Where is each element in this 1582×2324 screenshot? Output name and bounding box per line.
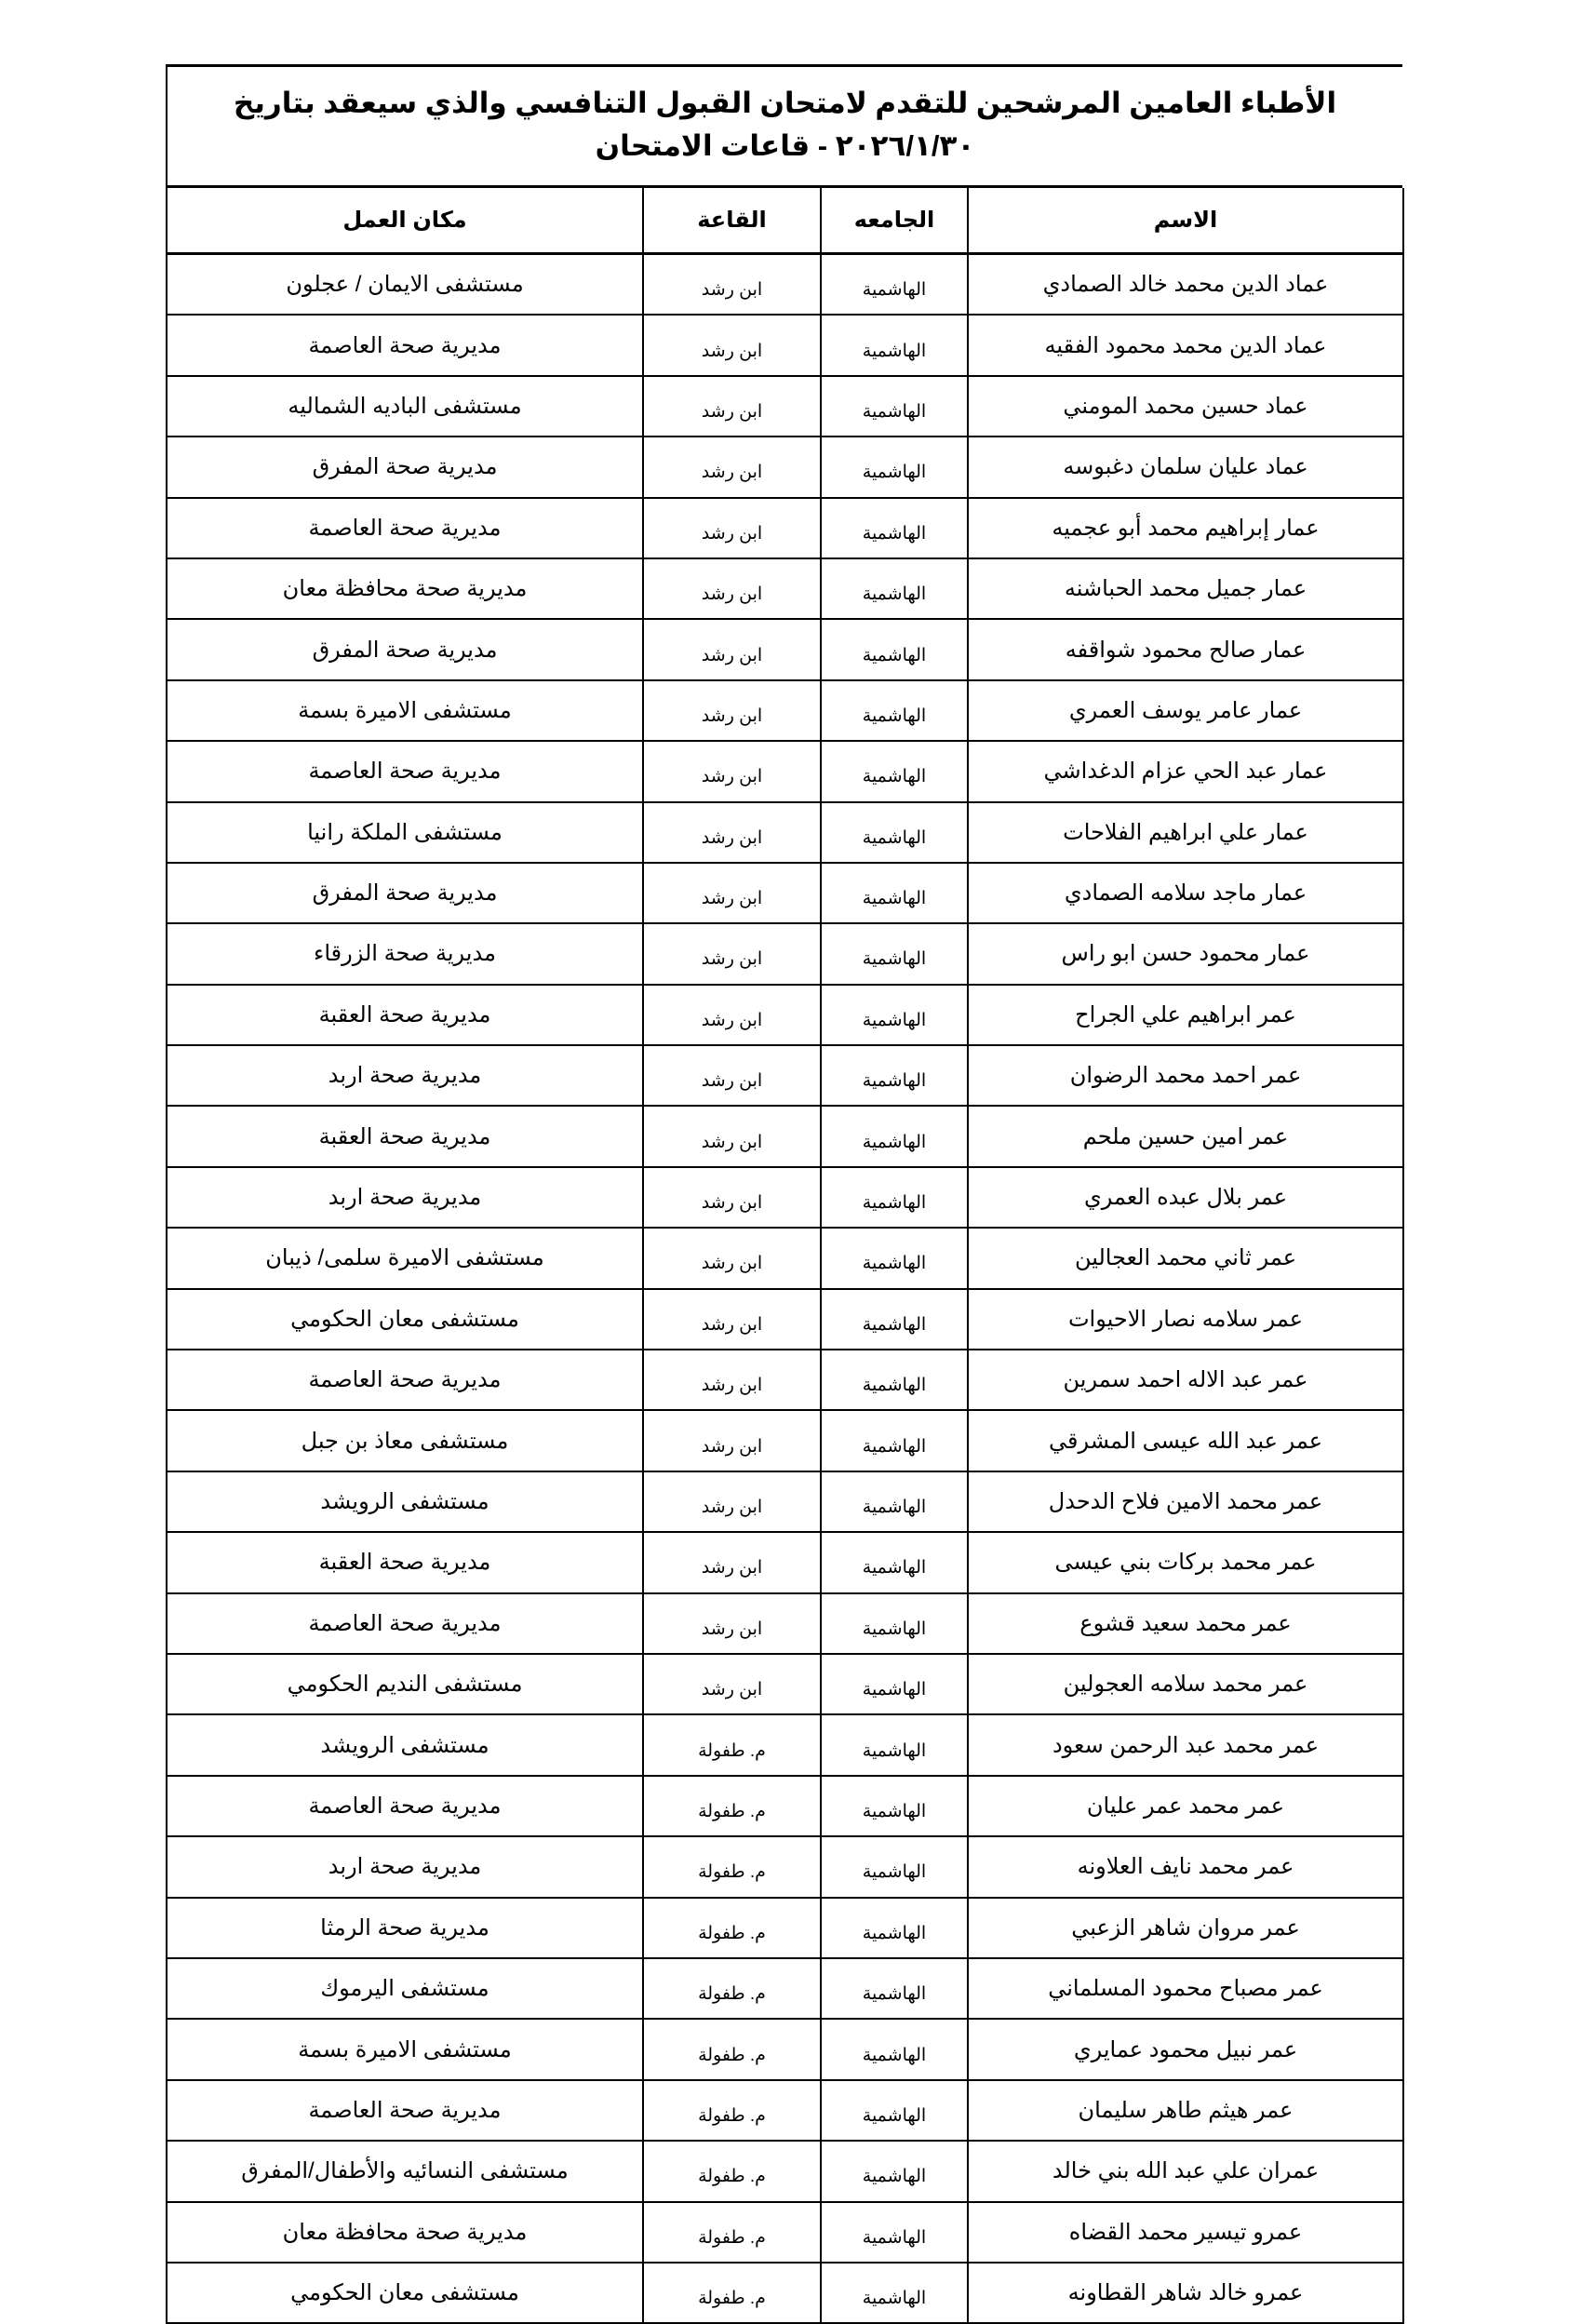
candidate-name: عماد حسين محمد المومني xyxy=(968,376,1403,437)
workplace-cell: مديرية صحة اربد xyxy=(167,1045,643,1106)
candidate-name: عمر سلامه نصار الاحيوات xyxy=(968,1289,1403,1350)
university-cell: الهاشمية xyxy=(821,1593,968,1654)
hall-cell: م. طفولة xyxy=(643,1714,821,1775)
candidate-name: عمار ماجد سلامه الصمادي xyxy=(968,863,1403,923)
workplace-cell: مديرية صحة العاصمة xyxy=(167,741,643,801)
university-cell: الهاشمية xyxy=(821,985,968,1045)
university-cell: الهاشمية xyxy=(821,1776,968,1836)
hall-cell: ابن رشد xyxy=(643,437,821,497)
table-row xyxy=(167,558,1403,619)
hall-cell: ابن رشد xyxy=(643,315,821,375)
candidate-name: عمر ابراهيم علي الجراح xyxy=(968,985,1403,1045)
candidate-name: عماد الدين محمد محمود الفقيه xyxy=(968,315,1403,375)
university-cell: الهاشمية xyxy=(821,923,968,984)
candidate-name: عمار إبراهيم محمد أبو عجميه xyxy=(968,498,1403,558)
hall-cell: ابن رشد xyxy=(643,741,821,801)
candidate-name: عماد عليان سلمان دغبوسه xyxy=(968,437,1403,497)
table-row xyxy=(167,1471,1403,1532)
candidate-name: عمر هيثم طاهر سليمان xyxy=(968,2080,1403,2141)
hall-cell: ابن رشد xyxy=(643,1350,821,1410)
workplace-cell: مستشفى الايمان / عجلون xyxy=(167,254,643,316)
candidate-name: عمر عبد الاله احمد سمرين xyxy=(968,1350,1403,1410)
table-row xyxy=(167,1350,1403,1410)
hall-cell: م. طفولة xyxy=(643,1898,821,1958)
table-body xyxy=(167,254,1403,2324)
candidate-name: عمار صالح محمود شواقفه xyxy=(968,619,1403,679)
table-row xyxy=(167,619,1403,679)
table-row xyxy=(167,863,1403,923)
hall-cell: ابن رشد xyxy=(643,254,821,316)
table-row xyxy=(167,680,1403,741)
university-cell: الهاشمية xyxy=(821,680,968,741)
workplace-cell: مديرية صحة العاصمة xyxy=(167,315,643,375)
hall-cell: ابن رشد xyxy=(643,863,821,923)
table-row xyxy=(167,923,1403,984)
table-row xyxy=(167,1228,1403,1288)
university-cell: الهاشمية xyxy=(821,2141,968,2201)
workplace-cell: مستشفى النديم الحكومي xyxy=(167,1654,643,1714)
hall-cell: ابن رشد xyxy=(643,1593,821,1654)
workplace-cell: مستشفى الرويشد xyxy=(167,1714,643,1775)
candidate-name: عمار علي ابراهيم الفلاحات xyxy=(968,802,1403,863)
university-cell: الهاشمية xyxy=(821,2202,968,2263)
candidate-name: عمار عبد الحي عزام الدغداشي xyxy=(968,741,1403,801)
candidates-table xyxy=(166,188,1404,2324)
hall-cell: م. طفولة xyxy=(643,2141,821,2201)
candidate-name: عمر محمد عمر عليان xyxy=(968,1776,1403,1836)
candidate-name: عمران علي عبد الله بني خالد xyxy=(968,2141,1403,2201)
university-cell: الهاشمية xyxy=(821,1410,968,1471)
table-row xyxy=(167,2141,1403,2201)
candidate-name: عمر مصباح محمود المسلماني xyxy=(968,1958,1403,2019)
table-row xyxy=(167,254,1403,316)
hall-cell: ابن رشد xyxy=(643,1045,821,1106)
table-row xyxy=(167,1714,1403,1775)
candidate-name: عمر محمد عبد الرحمن سعود xyxy=(968,1714,1403,1775)
candidate-name: عماد الدين محمد خالد الصمادي xyxy=(968,254,1403,316)
table-row xyxy=(167,376,1403,437)
table-row xyxy=(167,2080,1403,2141)
candidate-name: عمار محمود حسن ابو راس xyxy=(968,923,1403,984)
university-cell: الهاشمية xyxy=(821,1106,968,1166)
candidate-name: عمر محمد نايف العلاونه xyxy=(968,1836,1403,1897)
workplace-cell: مستشفى الرويشد xyxy=(167,1471,643,1532)
table-row xyxy=(167,437,1403,497)
workplace-cell: مديرية صحة المفرق xyxy=(167,619,643,679)
university-cell: الهاشمية xyxy=(821,1836,968,1897)
workplace-cell: مديرية صحة محافظة معان xyxy=(167,2202,643,2263)
candidate-name: عمر ثاني محمد العجالين xyxy=(968,1228,1403,1288)
hall-cell: ابن رشد xyxy=(643,680,821,741)
university-cell: الهاشمية xyxy=(821,558,968,619)
candidates-document xyxy=(166,64,1402,2324)
workplace-cell: مستشفى معان الحكومي xyxy=(167,1289,643,1350)
hall-cell: ابن رشد xyxy=(643,376,821,437)
university-cell: الهاشمية xyxy=(821,1228,968,1288)
workplace-cell: مستشفى الاميرة سلمى/ ذيبان xyxy=(167,1228,643,1288)
table-row xyxy=(167,985,1403,1045)
candidate-name: عمر عبد الله عيسى المشرقي xyxy=(968,1410,1403,1471)
candidate-name: عمر محمد سلامه العجولين xyxy=(968,1654,1403,1714)
hall-cell: ابن رشد xyxy=(643,1167,821,1228)
workplace-cell: مديرية صحة المفرق xyxy=(167,863,643,923)
university-cell: الهاشمية xyxy=(821,802,968,863)
table-row xyxy=(167,1593,1403,1654)
hall-cell: ابن رشد xyxy=(643,1410,821,1471)
university-cell: الهاشمية xyxy=(821,1471,968,1532)
workplace-cell: مديرية صحة العاصمة xyxy=(167,498,643,558)
workplace-cell: مستشفى الاميرة بسمة xyxy=(167,680,643,741)
candidate-name: عمرو تيسير محمد القضاه xyxy=(968,2202,1403,2263)
university-cell: الهاشمية xyxy=(821,1898,968,1958)
header-workplace: مكان العمل xyxy=(167,188,643,254)
university-cell: الهاشمية xyxy=(821,1532,968,1592)
hall-cell: ابن رشد xyxy=(643,1532,821,1592)
candidate-name: عمر محمد الامين فلاح الدحدل xyxy=(968,1471,1403,1532)
table-row xyxy=(167,1776,1403,1836)
workplace-cell: مديرية صحة العاصمة xyxy=(167,2080,643,2141)
workplace-cell: مديرية صحة العقبة xyxy=(167,1532,643,1592)
hall-cell: م. طفولة xyxy=(643,2263,821,2323)
hall-cell: م. طفولة xyxy=(643,2202,821,2263)
university-cell: الهاشمية xyxy=(821,498,968,558)
candidate-name: عمر امين حسين ملحم xyxy=(968,1106,1403,1166)
table-row xyxy=(167,1289,1403,1350)
hall-cell: م. طفولة xyxy=(643,1776,821,1836)
workplace-cell: مديرية صحة العقبة xyxy=(167,1106,643,1166)
workplace-cell: مديرية صحة العاصمة xyxy=(167,1776,643,1836)
workplace-cell: مستشفى الاميرة بسمة xyxy=(167,2019,643,2079)
candidate-name: عمر محمد سعيد قشوع xyxy=(968,1593,1403,1654)
university-cell: الهاشمية xyxy=(821,254,968,316)
university-cell: الهاشمية xyxy=(821,376,968,437)
hall-cell: م. طفولة xyxy=(643,1958,821,2019)
candidate-name: عمر احمد محمد الرضوان xyxy=(968,1045,1403,1106)
workplace-cell: مستشفى الباديه الشماليه xyxy=(167,376,643,437)
document-title: الأطباء العامين المرشحين للتقدم لامتحان القبول التنافسي والذي سيعقد بتاريخ ٢٠٢٦/١/٣٠ - قاعات الامتحان xyxy=(166,64,1402,188)
university-cell: الهاشمية xyxy=(821,2263,968,2323)
hall-cell: ابن رشد xyxy=(643,558,821,619)
workplace-cell: مديرية صحة الزرقاء xyxy=(167,923,643,984)
table-row xyxy=(167,1167,1403,1228)
table-header-row xyxy=(167,188,1403,254)
table-row xyxy=(167,1106,1403,1166)
university-cell: الهاشمية xyxy=(821,315,968,375)
table-row xyxy=(167,1898,1403,1958)
header-name: الاسم xyxy=(968,188,1403,254)
table-row xyxy=(167,2019,1403,2079)
candidate-name: عمار جميل محمد الحباشنه xyxy=(968,558,1403,619)
university-cell: الهاشمية xyxy=(821,1714,968,1775)
workplace-cell: مديرية صحة الرمثا xyxy=(167,1898,643,1958)
university-cell: الهاشمية xyxy=(821,1167,968,1228)
candidate-name: عمر محمد بركات بني عيسى xyxy=(968,1532,1403,1592)
university-cell: الهاشمية xyxy=(821,619,968,679)
candidate-name: عمار عامر يوسف العمري xyxy=(968,680,1403,741)
workplace-cell: مستشفى معان الحكومي xyxy=(167,2263,643,2323)
hall-cell: م. طفولة xyxy=(643,2080,821,2141)
workplace-cell: مستشفى الملكة رانيا xyxy=(167,802,643,863)
table-row xyxy=(167,1410,1403,1471)
header-hall: القاعة xyxy=(643,188,821,254)
workplace-cell: مديرية صحة المفرق xyxy=(167,437,643,497)
table-row xyxy=(167,802,1403,863)
candidate-name: عمر بلال عبده العمري xyxy=(968,1167,1403,1228)
university-cell: الهاشمية xyxy=(821,1045,968,1106)
workplace-cell: مديرية صحة اربد xyxy=(167,1836,643,1897)
university-cell: الهاشمية xyxy=(821,2019,968,2079)
hall-cell: ابن رشد xyxy=(643,802,821,863)
workplace-cell: مديرية صحة اربد xyxy=(167,1167,643,1228)
workplace-cell: مديرية صحة العاصمة xyxy=(167,1593,643,1654)
table-row xyxy=(167,315,1403,375)
hall-cell: م. طفولة xyxy=(643,1836,821,1897)
university-cell: الهاشمية xyxy=(821,2080,968,2141)
university-cell: الهاشمية xyxy=(821,863,968,923)
university-cell: الهاشمية xyxy=(821,1350,968,1410)
table-row xyxy=(167,741,1403,801)
table-row xyxy=(167,2202,1403,2263)
candidate-name: عمرو خالد شاهر القطاونه xyxy=(968,2263,1403,2323)
candidate-name: عمر مروان شاهر الزعبي xyxy=(968,1898,1403,1958)
hall-cell: ابن رشد xyxy=(643,1654,821,1714)
table-row xyxy=(167,1958,1403,2019)
workplace-cell: مستشفى اليرموك xyxy=(167,1958,643,2019)
university-cell: الهاشمية xyxy=(821,741,968,801)
university-cell: الهاشمية xyxy=(821,1654,968,1714)
hall-cell: ابن رشد xyxy=(643,1471,821,1532)
header-university: الجامعه xyxy=(821,188,968,254)
table-row xyxy=(167,2263,1403,2323)
hall-cell: ابن رشد xyxy=(643,1106,821,1166)
hall-cell: ابن رشد xyxy=(643,923,821,984)
table-row xyxy=(167,498,1403,558)
workplace-cell: مستشفى النسائيه والأطفال/المفرق xyxy=(167,2141,643,2201)
hall-cell: ابن رشد xyxy=(643,985,821,1045)
hall-cell: ابن رشد xyxy=(643,619,821,679)
candidate-name: عمر نبيل محمود عمايري xyxy=(968,2019,1403,2079)
hall-cell: م. طفولة xyxy=(643,2019,821,2079)
university-cell: الهاشمية xyxy=(821,1289,968,1350)
hall-cell: ابن رشد xyxy=(643,498,821,558)
hall-cell: ابن رشد xyxy=(643,1228,821,1288)
workplace-cell: مديرية صحة العقبة xyxy=(167,985,643,1045)
hall-cell: ابن رشد xyxy=(643,1289,821,1350)
workplace-cell: مديرية صحة محافظة معان xyxy=(167,558,643,619)
table-row xyxy=(167,1532,1403,1592)
university-cell: الهاشمية xyxy=(821,437,968,497)
table-row xyxy=(167,1045,1403,1106)
table-row xyxy=(167,1654,1403,1714)
workplace-cell: مستشفى معاذ بن جبل xyxy=(167,1410,643,1471)
table-row xyxy=(167,1836,1403,1897)
workplace-cell: مديرية صحة العاصمة xyxy=(167,1350,643,1410)
university-cell: الهاشمية xyxy=(821,1958,968,2019)
